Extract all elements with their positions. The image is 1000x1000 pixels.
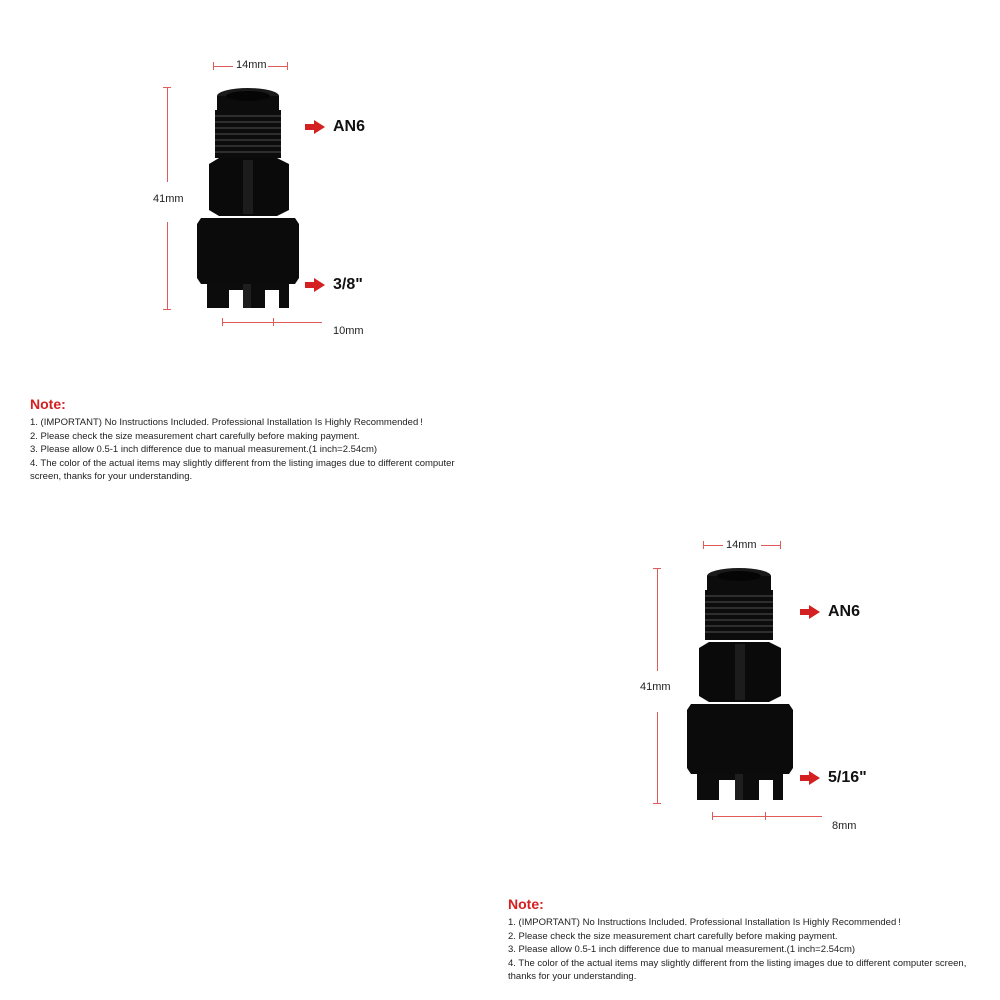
arrow-right-icon (800, 605, 820, 619)
bottom-fitting-callout (800, 769, 867, 787)
note-item: 4. The color of the actual items may slightly different from the listing images due to different computer screen, thanks for your understanding. (508, 957, 967, 982)
note-item: 1. (IMPORTANT) No Instructions Included. Professional Installation Is Highly Recommended ! (508, 917, 901, 928)
fitting-image (685, 566, 800, 806)
arrow-right-icon (305, 120, 325, 134)
note-item: 2. Please check the size measurement chart carefully before making payment. (30, 430, 360, 442)
bottom-fitting-callout (305, 276, 363, 294)
note-section (30, 396, 480, 484)
arrow-right-icon (305, 278, 325, 292)
height-dimension-line-top (657, 568, 658, 671)
bottom-fitting-size-label: 5/16" (828, 769, 867, 786)
top-fitting-callout (305, 118, 365, 136)
note-section (508, 896, 988, 984)
note-title: Note: (508, 896, 544, 912)
width-dimension-label: 14mm (726, 539, 757, 551)
note-item: 2. Please check the size measurement chart carefully before making payment. (508, 930, 838, 942)
note-title: Note: (30, 396, 66, 412)
inner-dimension-line (712, 816, 822, 817)
product-panel-1 (0, 0, 500, 500)
height-dimension-tick-bottom (653, 803, 661, 804)
top-fitting-callout (800, 603, 860, 621)
height-dimension-label: 41mm (640, 681, 671, 693)
fitting-shape (197, 88, 299, 308)
width-dimension-line-left (213, 66, 233, 67)
inner-dimension-line (222, 322, 322, 323)
width-dimension-line-left (703, 545, 723, 546)
bottom-fitting-size-label: 3/8" (333, 276, 363, 293)
product-panel-2 (480, 500, 1000, 1000)
height-dimension-tick-bottom (163, 309, 171, 310)
width-dimension-label: 14mm (236, 59, 267, 71)
note-item: 3. Please allow 0.5-1 inch difference due to manual measurement.(1 inch=2.54cm) (30, 444, 378, 455)
height-dimension-line-bottom (167, 222, 168, 309)
height-dimension-line-top (167, 87, 168, 182)
top-fitting-size-label: AN6 (333, 118, 366, 135)
height-dimension-label: 41mm (153, 193, 184, 205)
note-item: 1. (IMPORTANT) No Instructions Included. Professional Installation Is Highly Recommended ! (30, 417, 423, 428)
top-fitting-size-label: AN6 (828, 603, 861, 620)
fitting-image (195, 86, 307, 314)
fitting-shape (687, 568, 793, 800)
width-dimension-line-right (268, 66, 288, 67)
inner-dimension-label: 10mm (333, 325, 364, 337)
arrow-right-icon (800, 771, 820, 785)
inner-dimension-label: 8mm (832, 820, 857, 832)
note-item: 4. The color of the actual items may slightly different from the listing images due to different computer screen, thanks for your understanding. (30, 457, 455, 482)
width-dimension-line-right (761, 545, 781, 546)
height-dimension-line-bottom (657, 712, 658, 803)
note-item: 3. Please allow 0.5-1 inch difference due to manual measurement.(1 inch=2.54cm) (508, 944, 856, 955)
